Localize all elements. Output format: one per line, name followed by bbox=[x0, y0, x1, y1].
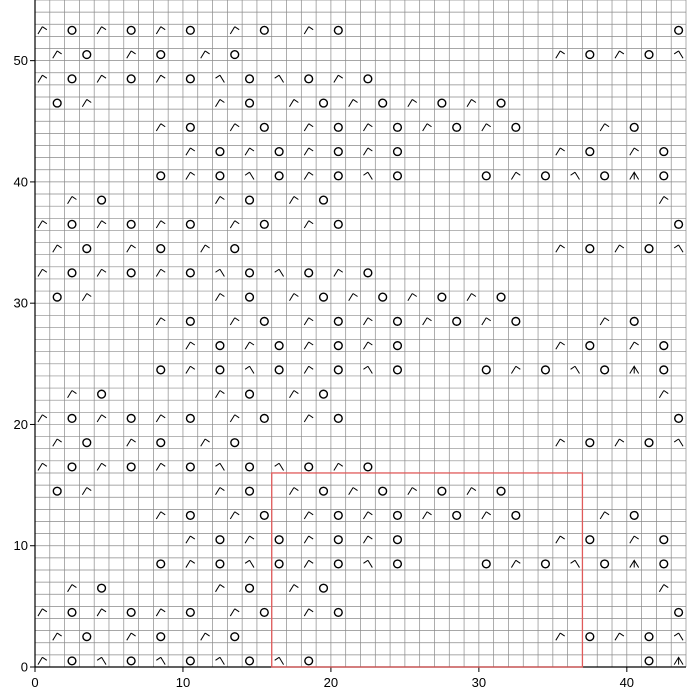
x-tick-label: 0 bbox=[31, 675, 39, 690]
y-tick-label: 0 bbox=[20, 659, 28, 675]
x-tick-label: 10 bbox=[175, 675, 191, 690]
y-tick-label: 20 bbox=[13, 416, 28, 432]
x-tick-label: 20 bbox=[323, 675, 339, 690]
x-tick-label: 30 bbox=[471, 675, 487, 690]
x-tick-label: 40 bbox=[619, 675, 635, 690]
y-tick-label: 50 bbox=[13, 53, 28, 69]
y-tick-label: 30 bbox=[13, 295, 28, 311]
y-tick-label: 10 bbox=[13, 538, 28, 554]
y-tick-label: 40 bbox=[13, 174, 28, 190]
